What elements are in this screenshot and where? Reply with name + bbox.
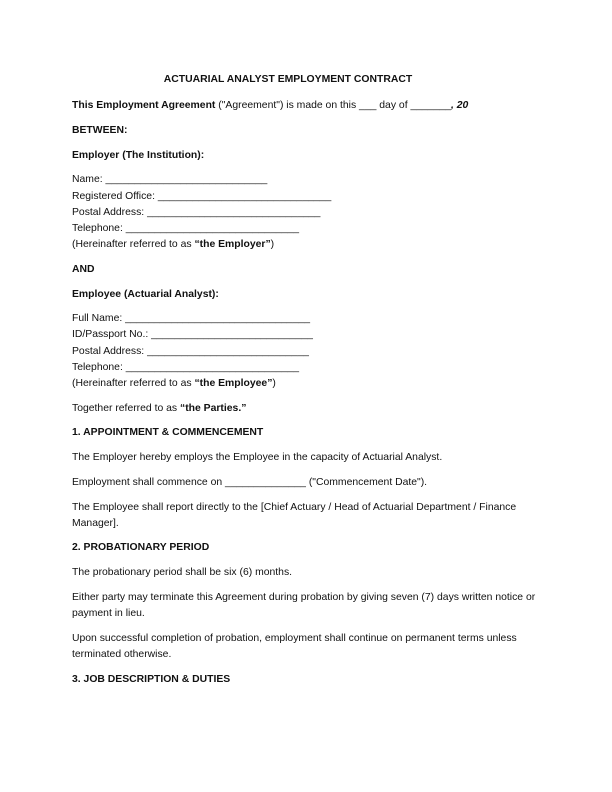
employee-postal-field: Postal Address: ____________________________ [72, 345, 309, 357]
employee-ref-prefix: (Hereinafter referred to as [72, 378, 195, 390]
employee-id-field: ID/Passport No.: ____________________________ [72, 329, 313, 341]
employee-ref-bold: “the Employee” [194, 378, 273, 390]
employer-ref-prefix: (Hereinafter referred to as [72, 239, 195, 251]
parties-paragraph [72, 401, 540, 417]
section-1-paragraph-2: Employment shall commence on ______________ ("Commencement Date"). [72, 476, 428, 488]
employer-heading: Employer (The Institution): [72, 149, 205, 161]
employee-full-name-field: Full Name: ________________________________ [72, 313, 311, 325]
employee-details [72, 311, 540, 392]
intro-bold: This Employment Agreement [72, 100, 216, 112]
document-title: ACTUARIAL ANALYST EMPLOYMENT CONTRACT [163, 74, 413, 85]
employer-ref-bold: “the Employer” [194, 239, 271, 251]
section-1-paragraph-3: The Employee shall report directly to the [Chief Actuary / Head of Actuarial Department / Finance Manager]. [72, 501, 517, 529]
section-2-paragraph-3: Upon successful completion of probation, employment shall continue on permanent terms unless terminated otherwise. [72, 632, 517, 660]
employer-details [72, 172, 540, 253]
employer-reference [72, 237, 540, 253]
employer-name-field: Name: ____________________________ [72, 174, 268, 186]
employer-registered-office-field: Registered Office: ______________________________ [72, 190, 332, 202]
and-heading: AND [72, 263, 95, 275]
parties-bold: “the Parties.” [180, 402, 247, 414]
employer-ref-suffix: ) [270, 239, 275, 251]
section-2-paragraph-2: Either party may terminate this Agreement during probation by giving seven (7) days written notice or payment in lieu. [72, 591, 536, 620]
employee-reference [72, 376, 540, 392]
employer-telephone-field: Telephone: ______________________________ [72, 222, 300, 234]
section-2-heading: 2. PROBATIONARY PERIOD [72, 542, 210, 554]
intro-text: ("Agreement") is made on this ___ day of _______ [215, 100, 451, 112]
intro-year: , 20 [450, 100, 469, 112]
employer-postal-field: Postal Address: ______________________________ [72, 206, 321, 218]
section-3-heading: 3. JOB DESCRIPTION & DUTIES [72, 673, 231, 685]
employee-telephone-field: Telephone: ______________________________ [72, 361, 300, 373]
section-1-paragraph-1: The Employer hereby employs the Employee in the capacity of Actuarial Analyst. [72, 452, 443, 464]
parties-prefix: Together referred to as [72, 402, 181, 414]
employee-ref-suffix: ) [272, 378, 276, 390]
section-2-paragraph-1: The probationary period shall be six (6) months. [72, 567, 293, 579]
section-1-heading: 1. APPOINTMENT & COMMENCEMENT [72, 427, 264, 439]
employee-heading: Employee (Actuarial Analyst): [72, 288, 219, 300]
between-heading: BETWEEN: [72, 124, 128, 136]
intro-paragraph [72, 98, 540, 114]
